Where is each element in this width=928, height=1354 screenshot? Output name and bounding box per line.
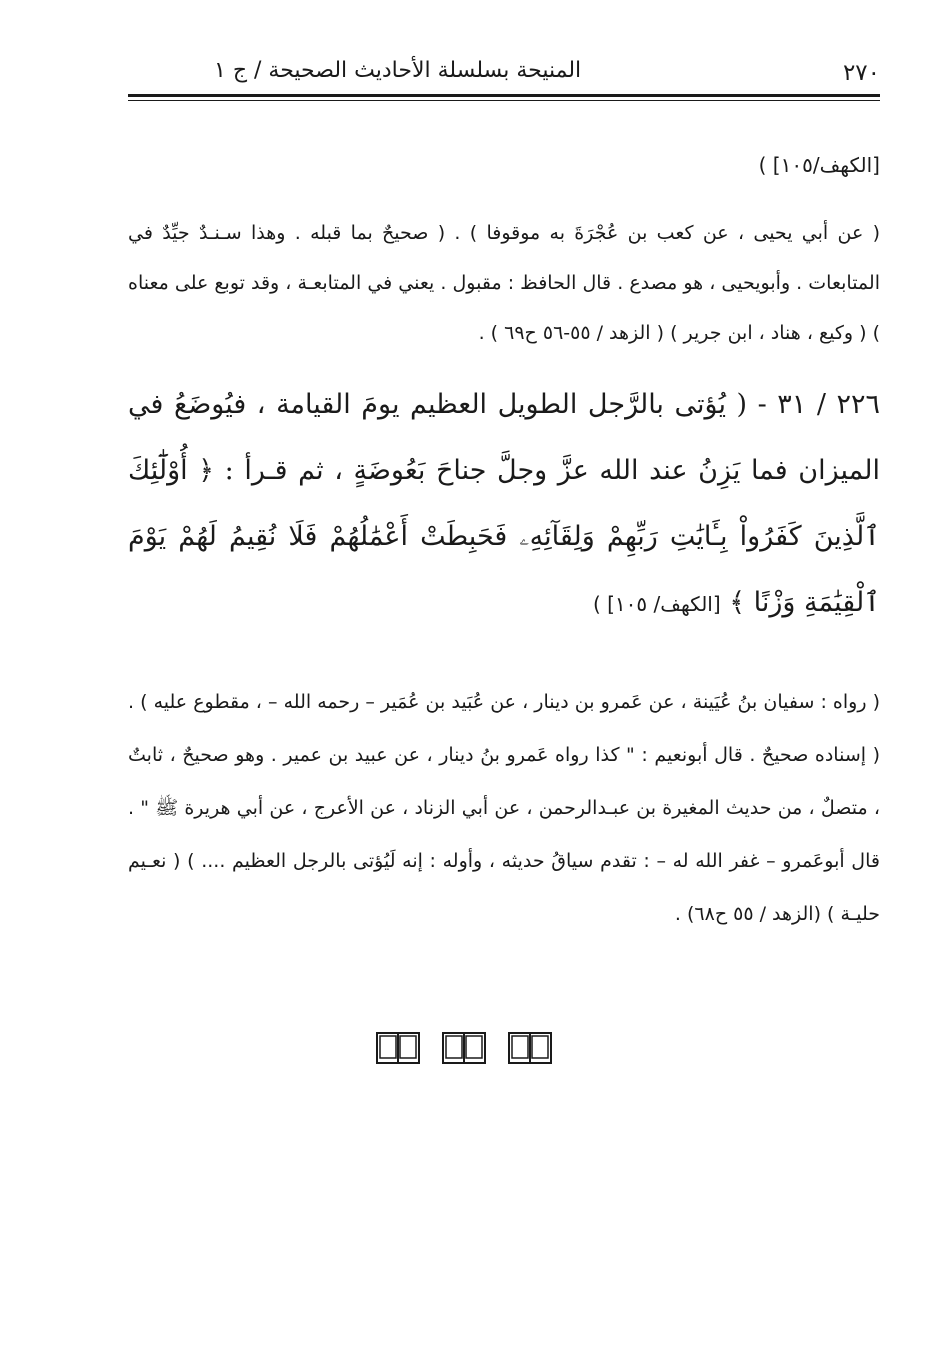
open-book-icon: [442, 1032, 486, 1064]
page-number: ٢٧٠: [842, 60, 880, 86]
page-header: [128, 52, 880, 92]
previous-reference: [الكهف/١٠٥] ): [758, 153, 880, 177]
hadith-text: [128, 372, 880, 637]
quran-reference: [الكهف/ ١٠٥] ): [592, 592, 721, 616]
hadith-commentary: ( رواه : سفيان بنُ عُيَينة ، عن عَمرو بن دينار ، عن عُبَيد بن عُمَير – رحمه الله – ، مقطوع عليه ) . ( إسناده صحيحٌ . قال أبونعيم : " كذا رواه عَمرو بنُ دينار ، عن عبيد بن عمير . وهو صحيحٌ ، ثابتٌ ، متصلٌ ، من حديث المغيرة بن عبـدالرحمن ، عن أبي الزناد ، عن الأعرج ، عن أبي هريرة ﷺ " . قال أبوعَمرو – غفر الله له – : تقدم سياقُ حديثه ، وأوله : إنه لَيُؤتى بالرجل العظيم .... ) ( نعـيم حليـة ) (الزهد / ٥٥ ح٦٨) .: [128, 691, 880, 925]
hadith-main-text: ٢٢٦ / ٣١ - ( يُؤتى بالرَّجل الطويل العظيم يومَ القيامة ، فيُوضَعُ في الميزان فما يَزِنُ عند الله عزَّ وجلَّ جناحَ بَعُوضَةٍ ، ثم قـرأ : ﴿ أُوْلَٰٓئِكَ ٱلَّذِينَ كَفَرُواْ بِـَٔايَٰتِ رَبِّهِمْ وَلِقَآئِهِۦ فَحَبِطَتْ أَعْمَٰلُهُمْ فَلَا نُقِيمُ لَهُمْ يَوْمَ ٱلْقِيَٰمَةِ وَزْنًا ﴾: [128, 389, 880, 618]
section-ornament: [0, 1032, 928, 1064]
header-rule-thin: [128, 100, 880, 101]
previous-hadith-note: ( عن أبي يحيى ، عن كعب بن عُجْرَةَ به موقوفا ) . ( صحيحٌ بما قبله . وهذا سـنـدٌ جيِّدٌ في المتابعات . وأبويحيى ، هو مصدع . قال الحافظ : مقبول . يعني في المتابعـة ، وقد توبع على معناه ) ( وكيع ، هناد ، ابن جرير ) ( الزهد / ٥٥-٥٦ ح٦٩ ) .: [128, 222, 880, 344]
header-rule-thick: [128, 94, 880, 97]
open-book-icon: [508, 1032, 552, 1064]
open-book-icon: [376, 1032, 420, 1064]
running-title: المنيحة بسلسلة الأحاديث الصحيحة / ج ١: [214, 58, 582, 83]
